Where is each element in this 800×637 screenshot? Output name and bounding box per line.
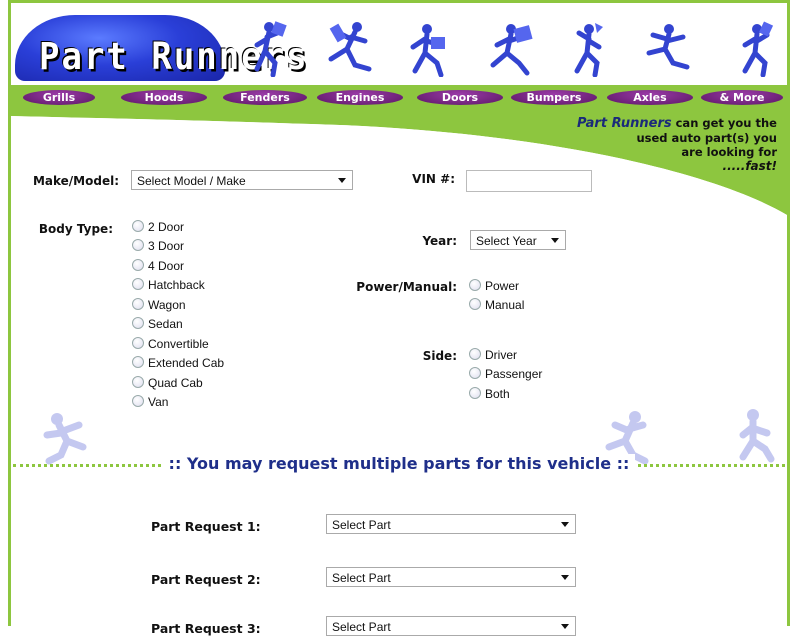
body-option-sedan[interactable] bbox=[132, 315, 183, 334]
chevron-down-icon bbox=[338, 178, 346, 183]
tagline-line1: can get you the bbox=[671, 116, 777, 130]
runner-with-part-icon bbox=[321, 19, 377, 77]
side-option-passenger[interactable] bbox=[469, 365, 542, 384]
body-option-4-door[interactable] bbox=[132, 257, 184, 276]
body-option-3-door[interactable] bbox=[132, 237, 184, 256]
body-option-convertible[interactable] bbox=[132, 335, 209, 354]
vin-input[interactable] bbox=[466, 170, 592, 192]
radio-button[interactable] bbox=[132, 376, 144, 388]
nav-more[interactable]: & More bbox=[701, 90, 783, 105]
body-option-label: Sedan bbox=[148, 317, 183, 331]
runner-with-bumper-icon bbox=[567, 19, 611, 77]
runner-with-engine-icon bbox=[401, 19, 451, 77]
body-option-label: Hatchback bbox=[148, 278, 205, 292]
runner-with-misc-icon bbox=[733, 19, 777, 77]
vin-label: VIN #: bbox=[412, 172, 455, 186]
page-frame bbox=[8, 0, 790, 636]
body-option-label: Quad Cab bbox=[148, 376, 203, 390]
body-option-2-door[interactable] bbox=[132, 218, 184, 237]
part-request-3-label: Part Request 3: bbox=[151, 621, 261, 636]
body-option-label: Wagon bbox=[148, 298, 186, 312]
radio-button[interactable] bbox=[132, 220, 144, 232]
runner-with-door-icon bbox=[481, 19, 537, 77]
site-logo[interactable]: Part Runners bbox=[39, 35, 309, 79]
body-option-label: Extended Cab bbox=[148, 356, 225, 370]
runner-with-axle-icon bbox=[639, 19, 695, 77]
nav-fenders[interactable]: Fenders bbox=[223, 90, 307, 105]
category-nav bbox=[11, 85, 787, 111]
power-option-manual[interactable] bbox=[469, 296, 524, 315]
radio-button[interactable] bbox=[132, 356, 144, 368]
part-request-3-select[interactable] bbox=[326, 616, 576, 636]
radio-button[interactable] bbox=[469, 298, 481, 310]
year-label: Year: bbox=[422, 234, 457, 248]
make-model-value: Select Model / Make bbox=[137, 174, 246, 188]
body-option-label: 2 Door bbox=[148, 220, 185, 234]
radio-button[interactable] bbox=[469, 348, 481, 360]
runner-with-box-icon bbox=[247, 19, 291, 77]
side-option-label: Both bbox=[485, 387, 510, 401]
tagline-line3: are looking for bbox=[681, 145, 777, 159]
make-model-select[interactable] bbox=[131, 170, 353, 190]
radio-button[interactable] bbox=[469, 387, 481, 399]
radio-button[interactable] bbox=[132, 259, 144, 271]
radio-button[interactable] bbox=[469, 367, 481, 379]
power-manual-label: Power/Manual: bbox=[356, 280, 457, 294]
radio-button[interactable] bbox=[132, 317, 144, 329]
body-option-label: 4 Door bbox=[148, 259, 185, 273]
part-request-1-value: Select Part bbox=[332, 518, 391, 532]
year-value: Select Year bbox=[476, 234, 537, 248]
side-option-driver[interactable] bbox=[469, 346, 517, 365]
chevron-down-icon bbox=[561, 624, 569, 629]
power-option-label: Power bbox=[485, 279, 520, 293]
tagline-line2: used auto part(s) you bbox=[636, 131, 777, 145]
chevron-down-icon bbox=[561, 575, 569, 580]
chevron-down-icon bbox=[551, 238, 559, 243]
power-option-label: Manual bbox=[485, 298, 525, 312]
radio-button[interactable] bbox=[132, 298, 144, 310]
body-option-label: Convertible bbox=[148, 337, 209, 351]
site-header bbox=[11, 3, 787, 85]
body-option-van[interactable] bbox=[132, 393, 168, 412]
radio-button[interactable] bbox=[469, 279, 481, 291]
nav-engines[interactable]: Engines bbox=[317, 90, 403, 105]
tagline-line4: .....fast! bbox=[722, 159, 777, 173]
make-model-label: Make/Model: bbox=[32, 174, 119, 188]
side-label: Side: bbox=[422, 349, 457, 363]
chevron-down-icon bbox=[561, 522, 569, 527]
section-title-text: :: You may request multiple parts for this vehicle :: bbox=[163, 454, 636, 473]
side-option-label: Driver bbox=[485, 348, 517, 362]
radio-button[interactable] bbox=[132, 278, 144, 290]
part-request-2-label: Part Request 2: bbox=[151, 572, 261, 587]
nav-axles[interactable]: Axles bbox=[607, 90, 693, 105]
body-option-quad-cab[interactable] bbox=[132, 374, 203, 393]
body-type-label: Body Type: bbox=[38, 222, 113, 236]
year-select[interactable] bbox=[470, 230, 566, 250]
body-option-label: 3 Door bbox=[148, 239, 185, 253]
body-option-wagon[interactable] bbox=[132, 296, 186, 315]
radio-button[interactable] bbox=[132, 239, 144, 251]
radio-button[interactable] bbox=[132, 337, 144, 349]
side-option-label: Passenger bbox=[485, 367, 543, 381]
tagline bbox=[557, 116, 777, 173]
part-request-1-label: Part Request 1: bbox=[151, 519, 261, 534]
nav-bumpers[interactable]: Bumpers bbox=[511, 90, 597, 105]
power-option-power[interactable] bbox=[469, 277, 519, 296]
nav-hoods[interactable]: Hoods bbox=[121, 90, 207, 105]
radio-button[interactable] bbox=[132, 395, 144, 407]
section-title bbox=[11, 454, 787, 474]
part-request-1-select[interactable] bbox=[326, 514, 576, 534]
side-option-both[interactable] bbox=[469, 385, 510, 404]
tagline-brand: Part Runners bbox=[576, 116, 672, 131]
nav-doors[interactable]: Doors bbox=[417, 90, 503, 105]
body-option-hatchback[interactable] bbox=[132, 276, 205, 295]
body-option-label: Van bbox=[148, 395, 169, 409]
body-option-extended-cab[interactable] bbox=[132, 354, 224, 373]
part-request-2-select[interactable] bbox=[326, 567, 576, 587]
nav-grills[interactable]: Grills bbox=[23, 90, 95, 105]
part-request-3-value: Select Part bbox=[332, 620, 391, 634]
part-request-2-value: Select Part bbox=[332, 571, 391, 585]
